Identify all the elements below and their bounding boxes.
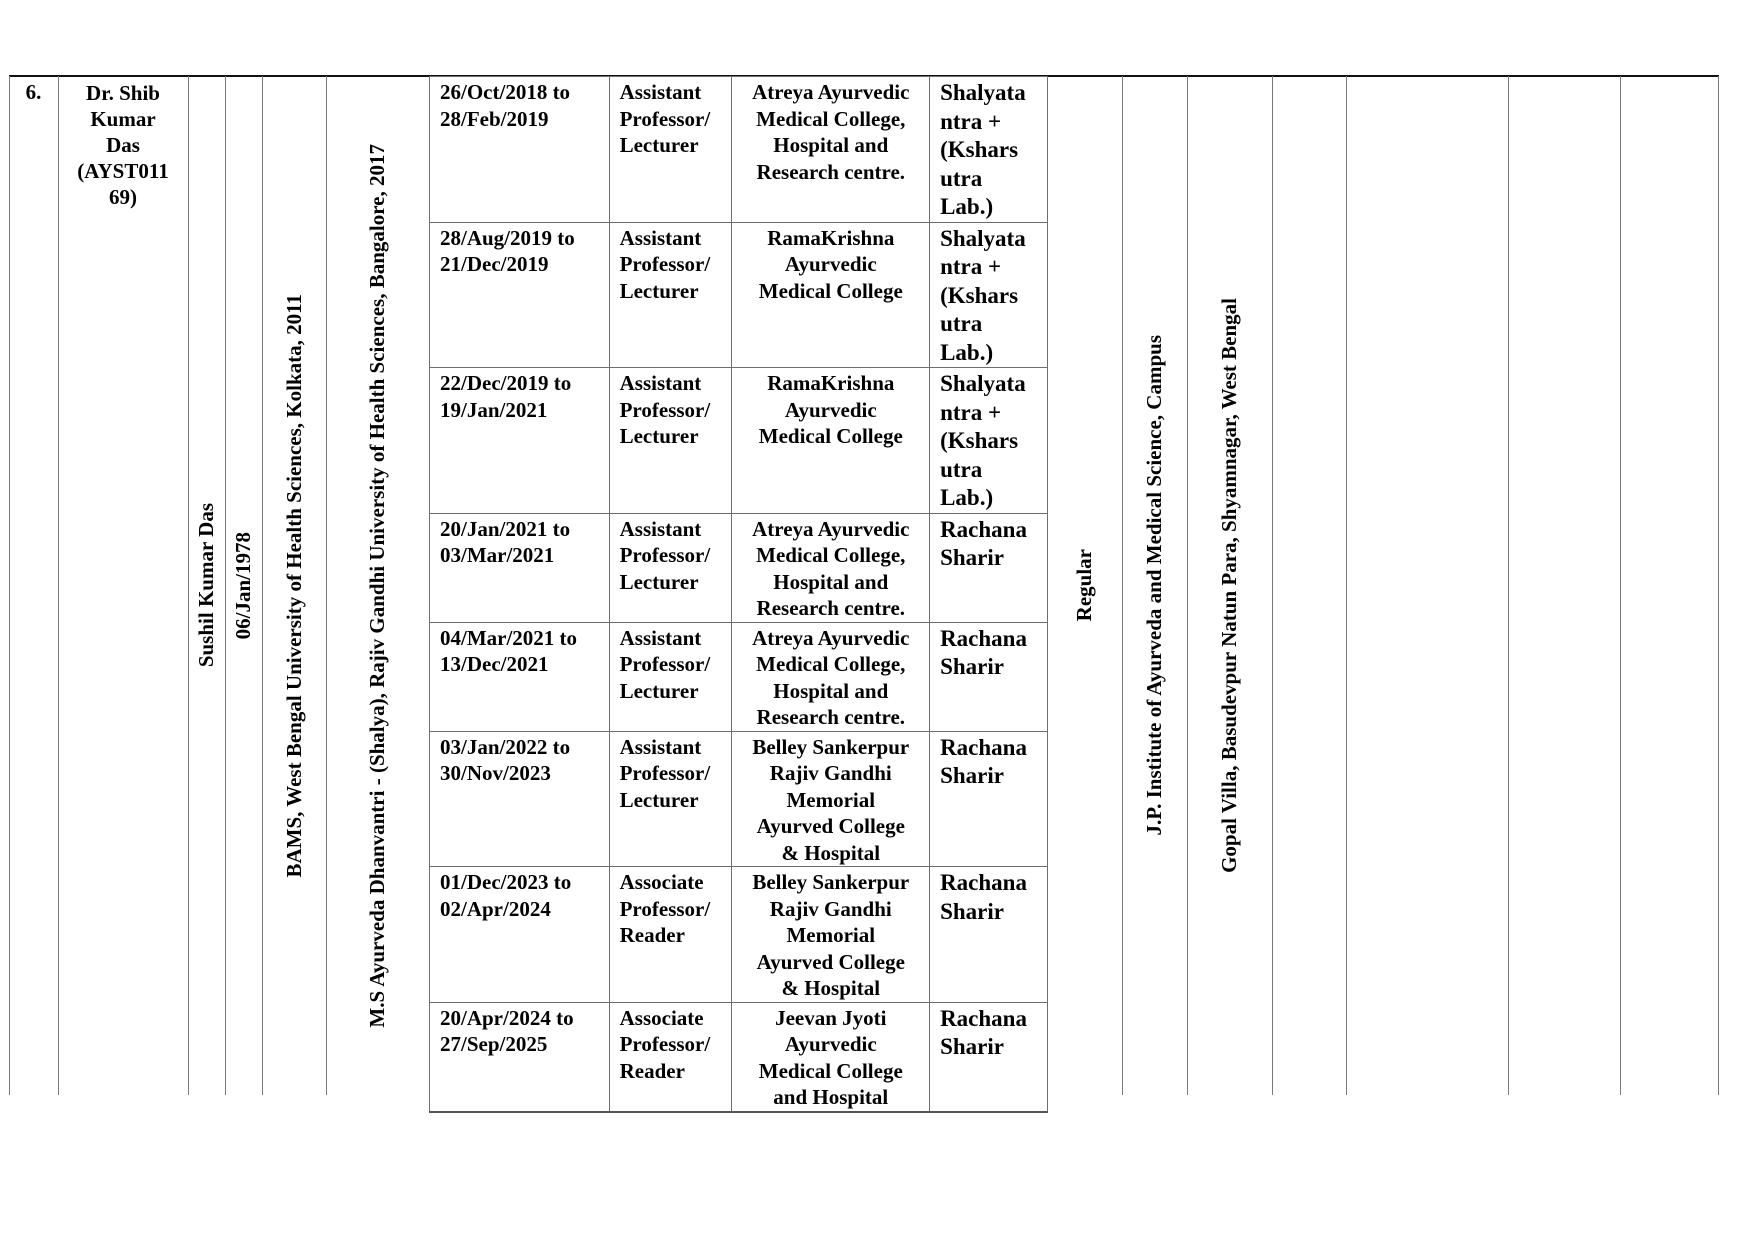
- experience-period: [430, 731, 610, 867]
- designation: [609, 867, 731, 1003]
- institution-line: & Hospital: [781, 840, 881, 865]
- designation-line: Assistant: [619, 516, 702, 541]
- experience-period: [430, 1002, 610, 1112]
- subject-line: (Kshars: [940, 282, 1019, 308]
- subject-line: Lab.): [940, 194, 994, 219]
- experience-period-line: 13/Dec/2021: [440, 652, 549, 676]
- designation-line: Lecturer: [619, 424, 699, 448]
- designation: [609, 1002, 731, 1112]
- institution-line: Ayurved College: [756, 814, 905, 838]
- subject: [930, 731, 1048, 867]
- subject: [930, 222, 1048, 368]
- designation: [609, 368, 731, 514]
- designation: [609, 622, 731, 731]
- institution: [731, 513, 930, 622]
- institution: [731, 222, 930, 368]
- institution: [731, 867, 930, 1003]
- institution-line: Research centre.: [756, 705, 906, 729]
- experience-period-line: 19/Jan/2021: [440, 397, 548, 422]
- institution-line: Ayurved College: [756, 949, 905, 974]
- pg-qualification-cell: [326, 76, 429, 1095]
- column-divider: [1346, 76, 1347, 1095]
- institution: [731, 622, 930, 731]
- experience-period-line: 26/Oct/2018 to: [440, 80, 571, 104]
- experience-period: [430, 867, 610, 1003]
- institution: [731, 731, 930, 867]
- experience-period: [430, 513, 610, 622]
- experience-period-line: 03/Mar/2021: [440, 543, 555, 567]
- institution-line: Atreya Ayurvedic: [752, 516, 910, 541]
- institution-line: Jeevan Jyoti: [775, 1005, 887, 1030]
- faculty-name-line: 69): [109, 185, 137, 209]
- experience-period-line: 02/Apr/2024: [440, 896, 551, 921]
- pg-qualification: M.S Ayurveda Dhanvantri - (Shalya), Rajiv Gandhi University of Health Sciences, Bangalore, 2017: [365, 143, 389, 1028]
- experience-row: [430, 1002, 1048, 1112]
- institution-line: Hospital and: [773, 133, 889, 157]
- experience-row: [430, 368, 1048, 514]
- designation-line: Assistant: [619, 225, 702, 250]
- designation-line: Assistant: [619, 734, 702, 759]
- faculty-name-line: (AYST011: [77, 159, 169, 183]
- subject-line: (Kshars: [940, 428, 1019, 453]
- experience-period: [430, 222, 610, 368]
- subject-line: Lab.): [940, 339, 994, 365]
- current-institution-cell: [1122, 76, 1187, 1095]
- column-divider: [1508, 76, 1509, 1095]
- experience-table: [429, 76, 1048, 1113]
- designation-line: Lecturer: [619, 278, 699, 303]
- designation-line: Lecturer: [619, 787, 699, 812]
- institution: [731, 1002, 930, 1112]
- designation: [609, 77, 731, 223]
- faculty-name-line: Kumar: [90, 107, 156, 131]
- designation-line: Reader: [619, 923, 685, 947]
- designation-line: Assistant: [619, 80, 702, 104]
- faculty-name-line: Dr. Shib: [86, 81, 160, 105]
- date-of-birth: 06/Jan/1978: [231, 531, 255, 640]
- subject-line: utra: [940, 456, 983, 482]
- experience-row: [430, 77, 1048, 223]
- appointment-type-cell: [1047, 76, 1122, 1095]
- designation-line: Professor/: [619, 543, 711, 567]
- experience-period-line: 01/Dec/2023 to: [440, 870, 572, 894]
- subject-line: Sharir: [940, 1034, 1004, 1059]
- designation-line: Associate: [619, 1005, 704, 1030]
- experience-row: [430, 731, 1048, 867]
- column-divider: [58, 76, 59, 1095]
- institution-line: Rajiv Gandhi: [769, 896, 892, 921]
- subject: [930, 867, 1048, 1003]
- institution-line: Rajiv Gandhi: [769, 761, 892, 785]
- subject-line: Sharir: [940, 898, 1004, 924]
- institution: [731, 77, 930, 223]
- designation-line: Assistant: [619, 625, 702, 650]
- institution-line: Medical College,: [756, 543, 906, 567]
- faculty-name: [58, 80, 188, 210]
- designation-line: Lecturer: [619, 133, 699, 157]
- designation: [609, 513, 731, 622]
- subject-line: Shalyata: [940, 371, 1026, 396]
- experience-period-line: 03/Jan/2022 to: [440, 734, 571, 759]
- institution-line: Ayurvedic: [784, 397, 877, 422]
- experience-period: [430, 368, 610, 514]
- institution-line: Research centre.: [756, 159, 906, 184]
- experience-period-line: 20/Apr/2024 to: [440, 1005, 574, 1030]
- designation-line: Professor/: [619, 896, 711, 921]
- experience-period-line: 04/Mar/2021 to: [440, 625, 578, 650]
- column-divider: [9, 76, 10, 1095]
- subject-line: utra: [940, 165, 983, 191]
- subject-line: (Kshars: [940, 137, 1019, 162]
- subject-line: Sharir: [940, 545, 1004, 570]
- designation: [609, 731, 731, 867]
- subject-line: Rachana: [940, 1005, 1027, 1031]
- address: Gopal Villa, Basudevpur Natun Para, Shyamnagar, West Bengal: [1217, 298, 1241, 873]
- serial-number: 6.: [25, 80, 42, 104]
- experience-period-line: 28/Feb/2019: [440, 106, 549, 131]
- institution-line: Belley Sankerpur: [752, 870, 910, 894]
- subject: [930, 77, 1048, 223]
- institution-line: Memorial: [786, 787, 876, 812]
- institution-line: Medical College: [758, 424, 903, 448]
- subject: [930, 513, 1048, 622]
- subject-line: Sharir: [940, 763, 1004, 788]
- subject-line: ntra +: [940, 399, 1002, 425]
- institution-line: Atreya Ayurvedic: [752, 80, 910, 104]
- experience-period-line: 20/Jan/2021 to: [440, 516, 571, 541]
- subject-line: Lab.): [940, 485, 994, 510]
- institution-line: Research centre.: [756, 596, 906, 620]
- column-divider: [1620, 76, 1621, 1095]
- institution-line: RamaKrishna: [767, 225, 895, 250]
- institution-line: Belley Sankerpur: [752, 734, 910, 759]
- designation-line: Professor/: [619, 397, 711, 422]
- experience-row: [430, 867, 1048, 1003]
- faculty-name-line: Das: [106, 133, 140, 157]
- experience-period-line: 22/Dec/2019 to: [440, 371, 572, 395]
- institution-line: RamaKrishna: [767, 371, 895, 395]
- experience-row: [430, 513, 1048, 622]
- institution-line: Hospital and: [773, 569, 889, 594]
- designation-line: Professor/: [619, 1032, 711, 1056]
- institution-line: Medical College: [758, 1058, 903, 1083]
- designation-line: Professor/: [619, 652, 711, 676]
- experience-period: [430, 622, 610, 731]
- column-divider: [1718, 76, 1719, 1095]
- experience-period: [430, 77, 610, 223]
- address-cell: [1187, 76, 1272, 1095]
- subject-line: Rachana: [940, 516, 1027, 542]
- subject-line: Rachana: [940, 734, 1027, 760]
- subject-line: ntra +: [940, 108, 1002, 134]
- father-name-cell: [188, 76, 225, 1095]
- institution-line: Hospital and: [773, 678, 889, 703]
- column-divider: [1272, 76, 1273, 1095]
- subject-line: Rachana: [940, 870, 1027, 895]
- subject-line: utra: [940, 311, 983, 336]
- experience-period-line: 27/Sep/2025: [440, 1032, 548, 1056]
- designation-line: Professor/: [619, 106, 711, 131]
- subject-line: ntra +: [940, 254, 1002, 279]
- subject: [930, 368, 1048, 514]
- institution-line: Medical College,: [756, 652, 906, 676]
- institution: [731, 368, 930, 514]
- subject-line: Shalyata: [940, 80, 1026, 105]
- institution-line: Ayurvedic: [784, 1032, 877, 1056]
- ug-qualification-cell: [262, 76, 326, 1095]
- institution-line: & Hospital: [781, 976, 881, 1000]
- experience-row: [430, 222, 1048, 368]
- designation-line: Associate: [619, 870, 704, 894]
- appointment-type: Regular: [1072, 549, 1096, 622]
- designation-line: Assistant: [619, 371, 702, 395]
- institution-line: Ayurvedic: [784, 252, 877, 276]
- institution-line: Medical College,: [756, 106, 906, 131]
- designation-line: Professor/: [619, 761, 711, 785]
- institution-line: Atreya Ayurvedic: [752, 625, 910, 650]
- institution-line: Memorial: [786, 923, 876, 947]
- subject: [930, 622, 1048, 731]
- experience-row: [430, 622, 1048, 731]
- experience-period-line: 21/Dec/2019: [440, 252, 549, 276]
- experience-period-line: 28/Aug/2019 to: [440, 225, 575, 250]
- subject-line: Shalyata: [940, 225, 1026, 251]
- designation-line: Reader: [619, 1058, 685, 1083]
- subject-line: Sharir: [940, 654, 1004, 679]
- current-institution: J.P. Institute of Ayurveda and Medical Science, Campus: [1142, 335, 1166, 836]
- subject-line: Rachana: [940, 625, 1027, 651]
- designation-line: Professor/: [619, 252, 711, 276]
- experience-period-line: 30/Nov/2023: [440, 761, 551, 785]
- ug-qualification: BAMS, West Bengal University of Health Sciences, Kolkata, 2011: [281, 293, 306, 878]
- institution-line: Medical College: [758, 278, 903, 303]
- dob-cell: [225, 76, 262, 1095]
- designation-line: Lecturer: [619, 569, 699, 594]
- designation: [609, 222, 731, 368]
- subject: [930, 1002, 1048, 1112]
- father-name: Sushil Kumar Das: [194, 503, 218, 668]
- institution-line: and Hospital: [773, 1085, 889, 1109]
- designation-line: Lecturer: [619, 678, 699, 703]
